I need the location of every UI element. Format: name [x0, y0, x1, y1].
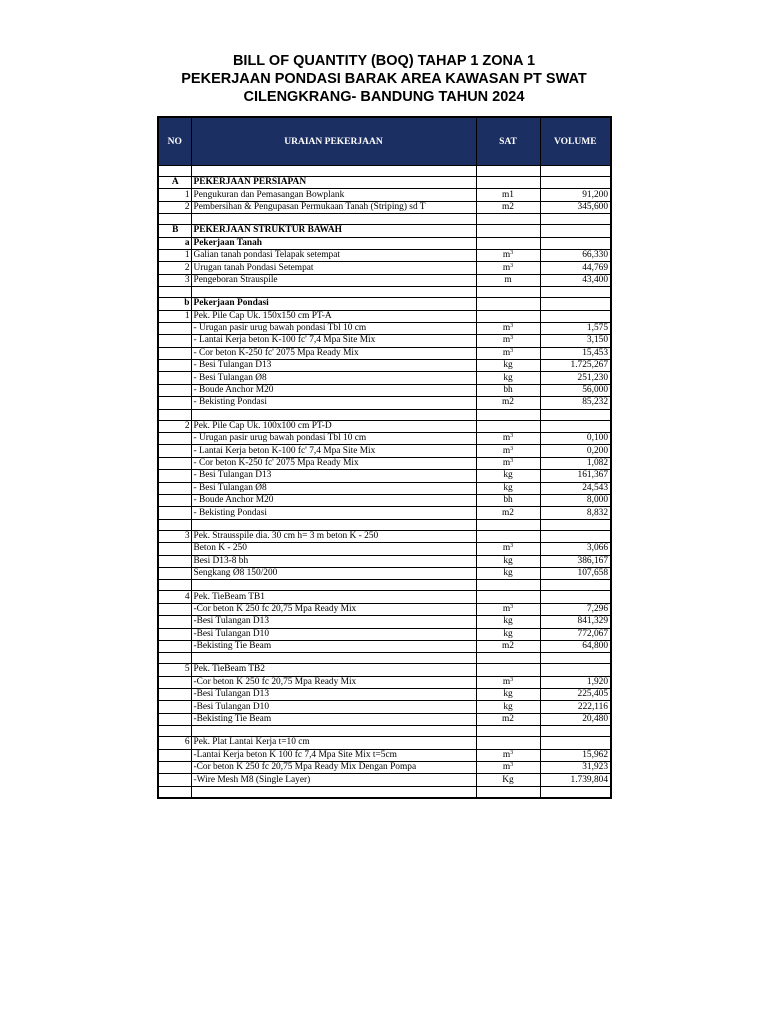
- cell-sat: [476, 166, 540, 177]
- table-row: [158, 567, 611, 579]
- table-row: [158, 762, 611, 774]
- cell-sat: kg: [476, 555, 540, 567]
- cell-volume: 15,453: [540, 347, 611, 359]
- cell-volume: 1,082: [540, 457, 611, 469]
- cell-sat: [476, 177, 540, 189]
- cell-no: 3: [158, 274, 191, 286]
- cell-uraian: - Boude Anchor M20: [191, 494, 476, 506]
- cell-volume: 1,575: [540, 322, 611, 334]
- cell-volume: 64,800: [540, 640, 611, 652]
- cell-uraian: Galian tanah pondasi Telapak setempat: [191, 249, 476, 261]
- cell-no: 1: [158, 189, 191, 201]
- table-row: [158, 701, 611, 713]
- cell-uraian: Pek. Strausspile dia. 30 cm h= 3 m beton K - 250: [191, 530, 476, 542]
- cell-sat: kg: [476, 470, 540, 482]
- cell-no: [158, 701, 191, 713]
- cell-uraian: Pengukuran dan Pemasangan Bowplank: [191, 189, 476, 201]
- cell-volume: 841,329: [540, 616, 611, 628]
- cell-no: 4: [158, 591, 191, 603]
- cell-volume: 3,150: [540, 335, 611, 347]
- cell-no: 5: [158, 664, 191, 676]
- table-row: [158, 616, 611, 628]
- cell-uraian: -Bekisting Tie Beam: [191, 640, 476, 652]
- cell-uraian: -Wire Mesh M8 (Single Layer): [191, 774, 476, 786]
- cell-no: 2: [158, 420, 191, 432]
- cell-volume: 8,000: [540, 494, 611, 506]
- cell-sat: m2: [476, 397, 540, 409]
- cell-uraian: Pekerjaan Pondasi: [191, 298, 476, 310]
- cell-uraian: -Bekisting Tie Beam: [191, 713, 476, 725]
- cell-no: 2: [158, 262, 191, 274]
- cell-uraian: Pekerjaan Tanah: [191, 237, 476, 249]
- cell-sat: [476, 237, 540, 249]
- table-row: [158, 201, 611, 213]
- cell-no: [158, 482, 191, 494]
- cell-volume: 15,962: [540, 749, 611, 761]
- table-row: [158, 225, 611, 237]
- cell-sat: m: [476, 274, 540, 286]
- cell-uraian: - Urugan pasir urug bawah pondasi Tbl 10 cm: [191, 433, 476, 445]
- cell-no: [158, 322, 191, 334]
- cell-volume: [540, 225, 611, 237]
- cell-volume: 386,167: [540, 555, 611, 567]
- table-row: [158, 177, 611, 189]
- cell-uraian: [191, 726, 476, 737]
- table-row: [158, 749, 611, 761]
- cell-no: [158, 774, 191, 786]
- cell-uraian: Sengkang Ø8 150/200: [191, 567, 476, 579]
- cell-volume: 0,100: [540, 433, 611, 445]
- cell-volume: 1.739,804: [540, 774, 611, 786]
- table-row: [158, 689, 611, 701]
- cell-uraian: -Lantai Kerja beton K 100 fc 7,4 Mpa Site Mix t=5cm: [191, 749, 476, 761]
- cell-volume: 772,067: [540, 628, 611, 640]
- cell-uraian: - Lantai Kerja beton K-100 fc' 7,4 Mpa Site Mix: [191, 335, 476, 347]
- cell-sat: kg: [476, 616, 540, 628]
- cell-uraian: - Bekisting Pondasi: [191, 397, 476, 409]
- cell-sat: kg: [476, 360, 540, 372]
- cell-volume: 91,200: [540, 189, 611, 201]
- cell-no: [158, 676, 191, 688]
- table-row: [158, 543, 611, 555]
- document-title-line-2: PEKERJAAN PONDASI BARAK AREA KAWASAN PT SWAT: [181, 71, 587, 87]
- table-row: [158, 628, 611, 640]
- cell-volume: [540, 298, 611, 310]
- cell-sat: $m^3$: [476, 445, 540, 457]
- table-header: [158, 117, 611, 166]
- cell-sat: [476, 310, 540, 322]
- cell-volume: [540, 580, 611, 591]
- table-row: [158, 189, 611, 201]
- cell-uraian: - Besi Tulangan Ø8: [191, 482, 476, 494]
- cell-sat: [476, 737, 540, 749]
- table-row: [158, 726, 611, 737]
- cell-volume: [540, 786, 611, 798]
- cell-no: [158, 470, 191, 482]
- cell-volume: [540, 177, 611, 189]
- cell-uraian: - Besi Tulangan Ø8: [191, 372, 476, 384]
- cell-no: [158, 494, 191, 506]
- cell-volume: 1.725,267: [540, 360, 611, 372]
- table-row: [158, 335, 611, 347]
- unit-superscript: 3: [510, 749, 514, 756]
- cell-sat: $m^3$: [476, 249, 540, 261]
- table-row: [158, 445, 611, 457]
- cell-sat: [476, 519, 540, 530]
- document-title-line-1: BILL OF QUANTITY (BOQ) TAHAP 1 ZONA 1: [232, 53, 536, 69]
- table-row: [158, 420, 611, 432]
- cell-uraian: - Urugan pasir urug bawah pondasi Tbl 10 cm: [191, 322, 476, 334]
- cell-no: [158, 457, 191, 469]
- cell-no: 1: [158, 249, 191, 261]
- cell-uraian: - Lantai Kerja beton K-100 fc' 7,4 Mpa Site Mix: [191, 445, 476, 457]
- cell-uraian: Pek. Pile Cap Uk. 150x150 cm PT-A: [191, 310, 476, 322]
- table-row: [158, 166, 611, 177]
- cell-volume: 8,832: [540, 507, 611, 519]
- cell-sat: [476, 214, 540, 225]
- cell-uraian: [191, 287, 476, 298]
- cell-uraian: PEKERJAAN PERSIAPAN: [191, 177, 476, 189]
- cell-sat: $m^3$: [476, 762, 540, 774]
- cell-volume: [540, 237, 611, 249]
- cell-volume: 225,405: [540, 689, 611, 701]
- cell-volume: 3,066: [540, 543, 611, 555]
- table-row: [158, 664, 611, 676]
- table-row: [158, 310, 611, 322]
- table-row: [158, 519, 611, 530]
- cell-no: [158, 409, 191, 420]
- cell-sat: kg: [476, 701, 540, 713]
- cell-uraian: PEKERJAAN STRUKTUR BAWAH: [191, 225, 476, 237]
- cell-volume: [540, 287, 611, 298]
- cell-no: [158, 713, 191, 725]
- cell-uraian: Pek. TieBeam TB1: [191, 591, 476, 603]
- table-row: [158, 397, 611, 409]
- table-row: [158, 774, 611, 786]
- header-sat: SAT: [476, 117, 540, 166]
- cell-no: 6: [158, 737, 191, 749]
- cell-sat: $m^3$: [476, 457, 540, 469]
- cell-volume: 56,000: [540, 384, 611, 396]
- cell-sat: [476, 298, 540, 310]
- table-row: [158, 786, 611, 798]
- cell-sat: [476, 530, 540, 542]
- cell-volume: 44,769: [540, 262, 611, 274]
- cell-no: [158, 360, 191, 372]
- cell-no: [158, 580, 191, 591]
- cell-uraian: [191, 580, 476, 591]
- cell-no: 2: [158, 201, 191, 213]
- unit-superscript: 3: [510, 543, 514, 550]
- cell-no: [158, 689, 191, 701]
- cell-volume: 345,600: [540, 201, 611, 213]
- cell-uraian: Beton K - 250: [191, 543, 476, 555]
- cell-uraian: [191, 214, 476, 225]
- cell-no: [158, 567, 191, 579]
- cell-sat: [476, 591, 540, 603]
- cell-volume: [540, 530, 611, 542]
- cell-volume: [540, 737, 611, 749]
- cell-sat: $m^3$: [476, 433, 540, 445]
- cell-sat: m2: [476, 640, 540, 652]
- table-row: [158, 457, 611, 469]
- document-title-line-3: CILENGKRANG- BANDUNG TAHUN 2024: [243, 89, 525, 105]
- cell-no: [158, 347, 191, 359]
- cell-no: [158, 616, 191, 628]
- table-row: [158, 249, 611, 261]
- cell-volume: 7,296: [540, 603, 611, 615]
- cell-no: [158, 519, 191, 530]
- cell-uraian: Pek. Plat Lantai Kerja t=10 cm: [191, 737, 476, 749]
- cell-no: [158, 762, 191, 774]
- cell-sat: $m^3$: [476, 543, 540, 555]
- cell-sat: $m^3$: [476, 347, 540, 359]
- cell-sat: $m^3$: [476, 603, 540, 615]
- table-row: [158, 262, 611, 274]
- unit-superscript: 3: [510, 335, 514, 342]
- cell-no: 3: [158, 530, 191, 542]
- cell-volume: 251,230: [540, 372, 611, 384]
- cell-sat: [476, 420, 540, 432]
- cell-uraian: [191, 519, 476, 530]
- cell-sat: $m^3$: [476, 676, 540, 688]
- header-uraian-pekerjaan: URAIAN PEKERJAAN: [191, 117, 476, 166]
- cell-sat: $m^3$: [476, 749, 540, 761]
- table-row: [158, 507, 611, 519]
- cell-sat: $m^3$: [476, 322, 540, 334]
- cell-sat: [476, 225, 540, 237]
- unit-superscript: 3: [510, 262, 514, 269]
- cell-volume: [540, 420, 611, 432]
- cell-no: [158, 166, 191, 177]
- table-row: [158, 603, 611, 615]
- cell-volume: [540, 664, 611, 676]
- cell-no: [158, 433, 191, 445]
- cell-no: A: [158, 177, 191, 189]
- unit-superscript: 3: [510, 250, 514, 257]
- cell-no: [158, 640, 191, 652]
- cell-sat: [476, 726, 540, 737]
- cell-volume: [540, 409, 611, 420]
- cell-no: [158, 372, 191, 384]
- unit-superscript: 3: [510, 762, 514, 769]
- cell-sat: [476, 287, 540, 298]
- cell-no: [158, 384, 191, 396]
- cell-sat: [476, 409, 540, 420]
- cell-no: [158, 653, 191, 664]
- cell-no: [158, 507, 191, 519]
- table-row: [158, 737, 611, 749]
- table-row: [158, 409, 611, 420]
- cell-sat: [476, 786, 540, 798]
- cell-uraian: -Cor beton K 250 fc 20,75 Mpa Ready Mix: [191, 676, 476, 688]
- cell-volume: 66,330: [540, 249, 611, 261]
- cell-volume: [540, 726, 611, 737]
- cell-uraian: -Cor beton K 250 fc 20,75 Mpa Ready Mix Dengan Pompa: [191, 762, 476, 774]
- cell-no: [158, 749, 191, 761]
- cell-sat: bh: [476, 494, 540, 506]
- header-volume: VOLUME: [540, 117, 611, 166]
- cell-uraian: -Besi Tulangan D13: [191, 689, 476, 701]
- cell-no: [158, 726, 191, 737]
- table-row: [158, 372, 611, 384]
- cell-volume: 1,920: [540, 676, 611, 688]
- cell-sat: kg: [476, 482, 540, 494]
- table-row: [158, 298, 611, 310]
- table-row: [158, 237, 611, 249]
- cell-uraian: -Besi Tulangan D10: [191, 628, 476, 640]
- table-row: [158, 555, 611, 567]
- cell-sat: $m^3$: [476, 335, 540, 347]
- header-no: NO: [158, 117, 191, 166]
- cell-volume: 24,543: [540, 482, 611, 494]
- cell-no: [158, 786, 191, 798]
- unit-superscript: 3: [510, 433, 514, 440]
- cell-uraian: Pengeboran Strauspile: [191, 274, 476, 286]
- cell-no: [158, 287, 191, 298]
- cell-uraian: - Cor beton K-250 fc' 2075 Mpa Ready Mix: [191, 457, 476, 469]
- cell-no: [158, 445, 191, 457]
- cell-uraian: - Besi Tulangan D13: [191, 360, 476, 372]
- table-body: [158, 166, 611, 798]
- cell-uraian: -Cor beton K 250 fc 20,75 Mpa Ready Mix: [191, 603, 476, 615]
- table-row: [158, 640, 611, 652]
- cell-sat: m2: [476, 507, 540, 519]
- cell-uraian: [191, 653, 476, 664]
- table-row: [158, 530, 611, 542]
- cell-no: [158, 555, 191, 567]
- cell-no: [158, 603, 191, 615]
- cell-uraian: Pek. Pile Cap Uk. 100x100 cm PT-D: [191, 420, 476, 432]
- table-row: [158, 470, 611, 482]
- cell-sat: m1: [476, 189, 540, 201]
- cell-volume: 222,116: [540, 701, 611, 713]
- table-row: [158, 433, 611, 445]
- cell-volume: 0,200: [540, 445, 611, 457]
- table-row: [158, 214, 611, 225]
- cell-volume: [540, 653, 611, 664]
- cell-volume: [540, 591, 611, 603]
- cell-volume: 20,480: [540, 713, 611, 725]
- cell-no: 1: [158, 310, 191, 322]
- cell-uraian: - Besi Tulangan D13: [191, 470, 476, 482]
- table-row: [158, 713, 611, 725]
- cell-no: [158, 543, 191, 555]
- cell-uraian: Urugan tanah Pondasi Setempat: [191, 262, 476, 274]
- cell-no: B: [158, 225, 191, 237]
- cell-uraian: -Besi Tulangan D10: [191, 701, 476, 713]
- cell-sat: kg: [476, 372, 540, 384]
- cell-no: [158, 214, 191, 225]
- cell-sat: $m^3$: [476, 262, 540, 274]
- unit-superscript: 3: [510, 603, 514, 610]
- table-row: [158, 653, 611, 664]
- cell-volume: 161,367: [540, 470, 611, 482]
- cell-volume: 107,658: [540, 567, 611, 579]
- table-row: [158, 347, 611, 359]
- cell-uraian: - Cor beton K-250 fc' 2075 Mpa Ready Mix: [191, 347, 476, 359]
- table-row: [158, 274, 611, 286]
- cell-uraian: [191, 786, 476, 798]
- cell-uraian: [191, 166, 476, 177]
- table-row: [158, 591, 611, 603]
- cell-sat: kg: [476, 567, 540, 579]
- cell-no: [158, 397, 191, 409]
- cell-volume: 85,232: [540, 397, 611, 409]
- table-row: [158, 482, 611, 494]
- cell-sat: bh: [476, 384, 540, 396]
- boq-table: [157, 116, 612, 799]
- table-row: [158, 287, 611, 298]
- cell-sat: kg: [476, 689, 540, 701]
- cell-sat: kg: [476, 628, 540, 640]
- cell-volume: [540, 310, 611, 322]
- table-row: [158, 580, 611, 591]
- cell-no: [158, 628, 191, 640]
- cell-volume: 31,923: [540, 762, 611, 774]
- table-row: [158, 360, 611, 372]
- table-row: [158, 322, 611, 334]
- cell-no: a: [158, 237, 191, 249]
- table-row: [158, 676, 611, 688]
- cell-uraian: -Besi Tulangan D13: [191, 616, 476, 628]
- cell-uraian: Besi D13-8 bh: [191, 555, 476, 567]
- cell-uraian: - Bekisting Pondasi: [191, 507, 476, 519]
- cell-uraian: [191, 409, 476, 420]
- unit-superscript: 3: [510, 445, 514, 452]
- cell-sat: [476, 580, 540, 591]
- cell-uraian: Pek. TieBeam TB2: [191, 664, 476, 676]
- table-row: [158, 494, 611, 506]
- cell-volume: [540, 166, 611, 177]
- cell-sat: [476, 664, 540, 676]
- cell-uraian: - Boude Anchor M20: [191, 384, 476, 396]
- cell-uraian: Pembersihan & Pengupasan Permukaan Tanah (Striping) sd T: [191, 201, 476, 213]
- unit-superscript: 3: [510, 323, 514, 330]
- unit-superscript: 3: [510, 676, 514, 683]
- cell-sat: [476, 653, 540, 664]
- unit-superscript: 3: [510, 347, 514, 354]
- cell-sat: Kg: [476, 774, 540, 786]
- unit-superscript: 3: [510, 458, 514, 464]
- cell-no: [158, 335, 191, 347]
- cell-volume: 43,400: [540, 274, 611, 286]
- cell-no: b: [158, 298, 191, 310]
- table-row: [158, 384, 611, 396]
- cell-volume: [540, 519, 611, 530]
- cell-sat: m2: [476, 713, 540, 725]
- cell-sat: m2: [476, 201, 540, 213]
- cell-volume: [540, 214, 611, 225]
